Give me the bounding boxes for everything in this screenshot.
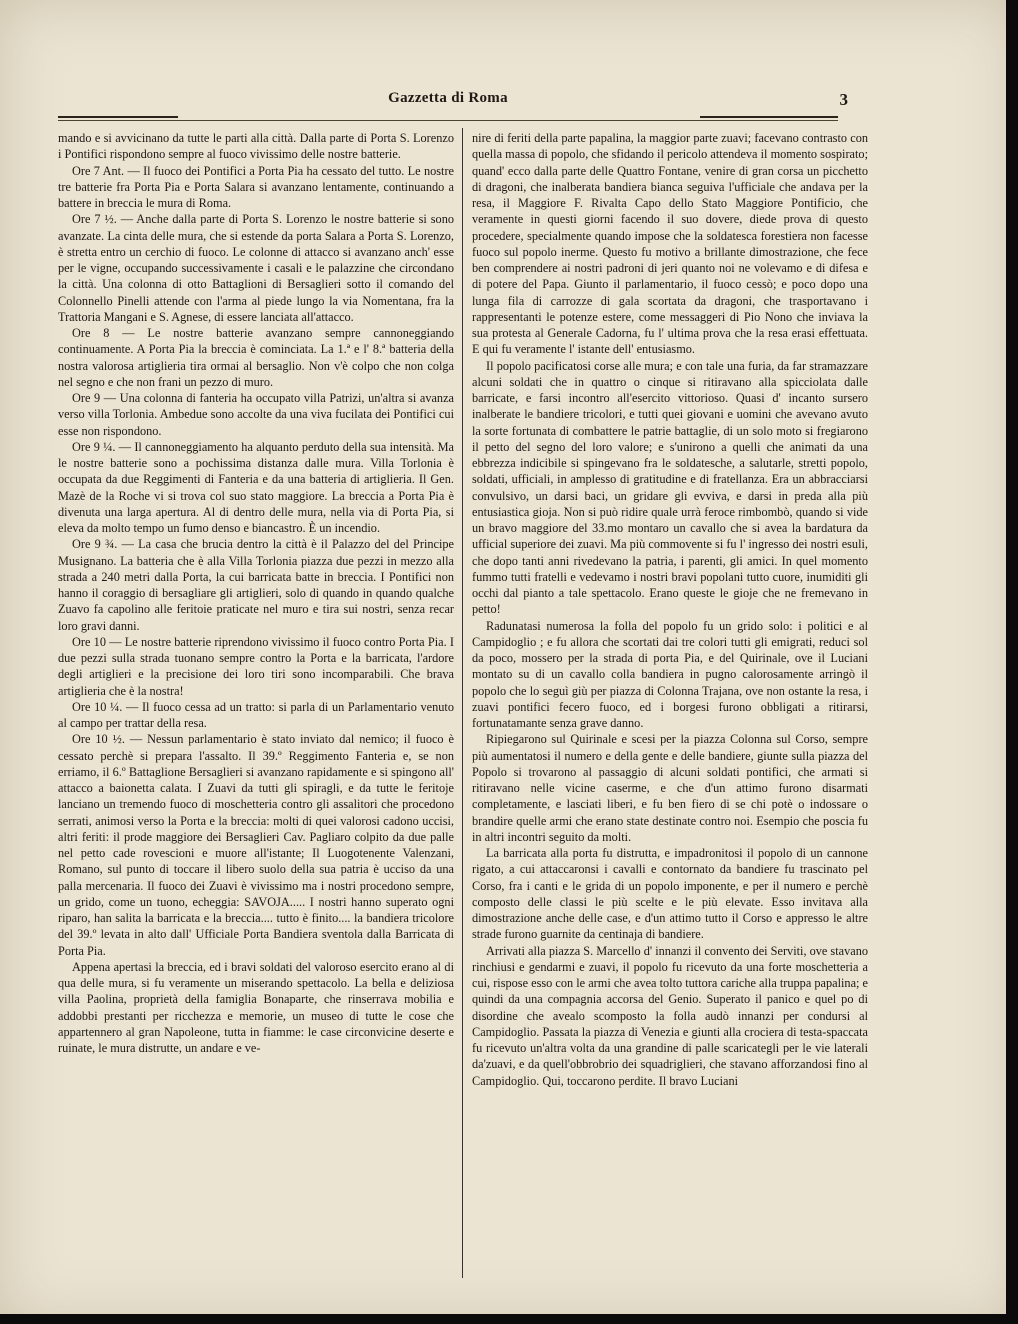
paragraph: Ore 7 ½. — Anche dalla parte di Porta S. Lorenzo le nostre batterie si sono avanzate. La cinta delle mura, che si estende da porta Salara a Porta S. Lorenzo, è stretta entro un cerchio di fuoco. Le colonne di attacco si avanzano anch' esse per le vigne, occupando successivamente i casali e le palazzine che circondano la città. Una colonna di otto Battaglioni di Bersaglieri sotto il comando del Colonnello Pinelli attende con l'arma al piede lungo la via Nomentana, fra la Trattoria Mangani e S. Agnese, di essere lanciata all'attacco. (58, 212, 454, 324)
paragraph: mando e si avvicinano da tutte le parti alla città. Dalla parte di Porta S. Lorenzo i Pontifici rispondono sempre al fuoco vivissimo delle nostre batterie. (58, 131, 454, 162)
scan-edge-bottom (0, 1314, 1018, 1324)
paragraph: Ore 10 ¼. — Il fuoco cessa ad un tratto: si parla di un Parlamentario venuto al campo per trattar della resa. (58, 699, 454, 730)
header-rule-right (700, 116, 838, 118)
left-column (58, 130, 454, 1280)
scan-edge-right (1006, 0, 1018, 1324)
paragraph: Arrivati alla piazza S. Marcello d' innanzi il convento dei Serviti, ove stavano rinchiusi e gendarmi e zuavi, il popolo fu ricevuto da una forte moschetteria a cui, rispose esso con le armi che avea tolto tuttora cariche alla truppa papalina; e quindi da una compagnia accorsa del Genio. Superato il panico e quel po di disordine che avealo scomposto la folla audò innanzi per condursi al Campidoglio. Passata la piazza di Venezia e giunti alla crociera di testa-spaccata fu ricevuto un'altra volta da una grandine di palle scaricategli per le vie laterali da'zuavi, e da quell'obbrobrio dei squadriglieri, che stavano afforzandosi fino al Campidoglio. Qui, toccarono perdite. Il bravo Luciani (472, 943, 868, 1088)
paragraph: Ore 7 Ant. — Il fuoco dei Pontifici a Porta Pia ha cessato del tutto. Le nostre tre batterie fra Porta Pia e Porta Salara si avanzano lentamente, continuando a battere in breccia le mura di Roma. (58, 163, 454, 210)
column-divider (462, 128, 463, 1278)
paragraph: Ripiegarono sul Quirinale e scesi per la piazza Colonna sul Corso, sempre più aumentatosi il numero e della gente e delle bandiere, giunte sulla piazza del Popolo si trovarono al passaggio di alcuni soldati pontifici, che armati si ritiravano nelle vicine caserme, e che d'un attimo furono disarmati completamente, e lasciati liberi, e fu ben fiero di se chi potè o indossare o brandire quelle armi che erano state destinate contro noi. Esempio che poscia fu in altri incontri seguito da molti. (472, 732, 868, 844)
paragraph: Ore 10 ½. — Nessun parlamentario è stato inviato dal nemico; il fuoco è cessato perchè si prepara l'assalto. Il 39.º Reggimento Fanteria e, se non erriamo, il 6.º Battaglione Bersaglieri si avanzano rapidamente e si spingono all' attacco a baionetta calata. I Zuavi da tutti gli spiragli, e da tutte le feritoje lanciano un tremendo fuoco di moschetteria contro gli assalitori che procedono serrati, animosi verso la Porta e la breccia: molti di quei valorosi cadono uccisi, altri feriti: il prode maggiore dei Bersaglieri Cav. Pagliaro colpito da due palle nel petto cade rovescioni e muore all'istante; Il Luogotenente Valenzani, Romano, sul punto di toccare il libero suolo della sua patria è ucciso da una palla mercenaria. Il fuoco dei Zuavi è vivissimo ma i nostri procedono sempre, un grido, come un tuono, echeggia: SAVOJA..... I nostri hanno superato ogni riparo, han salita la barricata e la breccia.... tutto è finito.... la bandiera tricolore del 39.º levata in alto dall' Ufficiale Porta Bandiera sventola dalla Barricata di Porta Pia. (58, 732, 454, 958)
right-column (472, 130, 868, 1280)
paragraph: Appena apertasi la breccia, ed i bravi soldati del valoroso esercito erano al di qua delle mura, si fu veramente un miserando spettacolo. La bella e deliziosa villa Paolina, proprietà della famiglia Bonaparte, che rinserrava mobilia e addobbi prestanti per ricchezza e memorie, un museo di tutte le cose che appartennero al gran Napoleone, tutta in fiamme: le case circonvicine deserte e ruinate, le mura distrutte, un andare e ve- (58, 959, 454, 1055)
page-header (58, 90, 848, 114)
paragraph: nire di feriti della parte papalina, la maggior parte zuavi; facevano contrasto con quella massa di popolo, che sfidando il pericolo attendeva il momento sospirato; quand' ecco dalla parte delle Quattro Fontane, venire di gran corsa un picchetto di dragoni, che inalberata bandiera bianca seguiva l'ufficiale che andava per la resa, il Maggiore F. Rivalta Capo dello Stato Maggiore Pontificio, che veramente in questi giorni facendo il suo dovere, diede prova di questo procedere, specialmente quando impose che la soldatesca forestiera non facesse fuoco sul popolo inerme. Questo fu motivo a brillante dimostrazione, che fece ben comprendere ai nostri padroni di jeri quanto noi ne volevamo e di difesa e di potere del Papa. Giunto il parlamentario, il fuoco cessò; e poco dopo una lunga fila di carrozze di gala scortata da dragoni, che trasportavano i rappresentanti le potenze estere, come messaggeri di Pio Nono che inviava la sua protesta al Generale Cadorna, fu l' ultima prova che la resa erasi effettuata. E qui fu veramente l' istante dell' entusiasmo. (472, 131, 868, 357)
header-rule-left (58, 116, 178, 118)
paragraph: Radunatasi numerosa la folla del popolo fu un grido solo: i politici e al Campidoglio ; e fu allora che scortati dai tre colori tutti gli emigrati, reduci sol da poco, mossero per la strada di porta Pia, e del Quirinale, ove il Luciani montato su di un cavallo colla bandiera in pugno calorosamente arringò il popolo che lo seguì giù per piazza di Colonna Trajana, ove non ostante la resa, i zuavi pontifici fecero fuoco, ed i borgesi furono obbligati a ritirarsi, fortunatamante senza grave danno. (472, 618, 868, 730)
paragraph: La barricata alla porta fu distrutta, e impadronitosi il popolo di un cannone rigato, a cui attaccaronsi i cavalli e contornato da bandiere fu trascinato pel Corso, fra i canti e le grida di un popolo imponente, e per il numero e perchè composto delle classi le più scelte e le più elevate. Esso invitava alla dimostrazione anche delle case, e d'un attimo tutto il Corso e appresso le altre strade furono guarnite da centinaja di bandiere. (472, 846, 868, 942)
paragraph: Il popolo pacificatosi corse alle mura; e con tale una furia, da far stramazzare alcuni soldati che in quattro o cinque si ritiravano alla spicciolata dalle barricate, e farsi incontro all'esercito vittorioso. Quasi d' incanto sursero inalberate le bandiere tricolori, e tutti quei giovani e uomini che avevano avuto la sorte fortunata di combattere le patrie battaglie, di un solo moto si fregiarono il petto del segno del loro valore; e s'unirono a quelli che animati da una ebbrezza indicibile si spingevano fra le soldatesche, a salutarle, stretti popolo, soldati, ufficiali, in amplesso di gratitudine e di fratellanza. Era un abbracciarsi convulsivo, un darsi baci, un gridare gli evviva, e darsi in preda alla più entusiastica gioja. Non si può ridire quale urrà feroce rimbombò, quando si vide un bravo maggiore del 33.mo montaro un cavallo che si avea la bardatura da ufficial superiore dei zuavi. Ma più commovente si fu l' ingresso dei nostri esuli, che dopo tanti anni rivedevano la patria, i parenti, gli amici. In quel momento fummo tutti fratelli e vedevamo i nostri bravi popolani tutto cuore, inumiditi gli occhi dal pianto a tale spettacolo. Erano queste le gioje che ne fremevano in petto! (472, 358, 868, 617)
header-rule (58, 120, 838, 121)
paragraph: Ore 8 — Le nostre batterie avanzano sempre cannoneggiando continuamente. A Porta Pia la breccia è cominciata. La 1.ª e l' 8.ª batteria della nostra valorosa artiglieria tira ormai al bersaglio. Non v'è colpo che non colga nel segno e che non frani un pezzo di muro. (58, 326, 454, 389)
paragraph: Ore 9 ¼. — Il cannoneggiamento ha alquanto perduto della sua intensità. Ma le nostre batterie sono a pochissima distanza dalle mura. Villa Torlonia è occupata da due Reggimenti di Fanteria e da una batteria di artiglieria. Il Gen. Mazè de la Roche vi si trova col suo stato maggiore. La breccia a Porta Pia è divenuta una larga apertura. Al di dentro delle mura, nella via di Porta Pia, si eleva da molto tempo un fumo denso e biancastro. È un incendio. (58, 439, 454, 535)
newspaper-title: Gazzetta di Roma (388, 90, 508, 106)
paragraph: Ore 10 — Le nostre batterie riprendono vivissimo il fuoco contro Porta Pia. I due pezzi sulla strada tuonano sempre contro la Porta e la barricata, l'ardore degli artiglieri e la precisione dei loro tiri sono incomparabili. Che brava artiglieria che è la nostra! (58, 634, 454, 698)
page-number: 3 (839, 90, 848, 109)
paragraph: Ore 9 ¾. — La casa che brucia dentro la città è il Palazzo del del Principe Musignano. La batteria che è alla Villa Torlonia piazza due pezzi in mezzo alla strada a 240 metri dalla Porta, la cui barricata batte in breccia. I Pontifici non hanno il coraggio di bersagliare gli artiglieri, solo di quando in quando qualche Zuavo fa capolino alle feritoie praticate nel muro e tira sui nostri, senza recar loro gravi danni. (58, 537, 454, 633)
paragraph: Ore 9 — Una colonna di fanteria ha occupato villa Patrizi, un'altra si avanza verso villa Torlonia. Ambedue sono accolte da una viva fucilata dei Pontifici cui esse non rispondono. (58, 391, 454, 438)
